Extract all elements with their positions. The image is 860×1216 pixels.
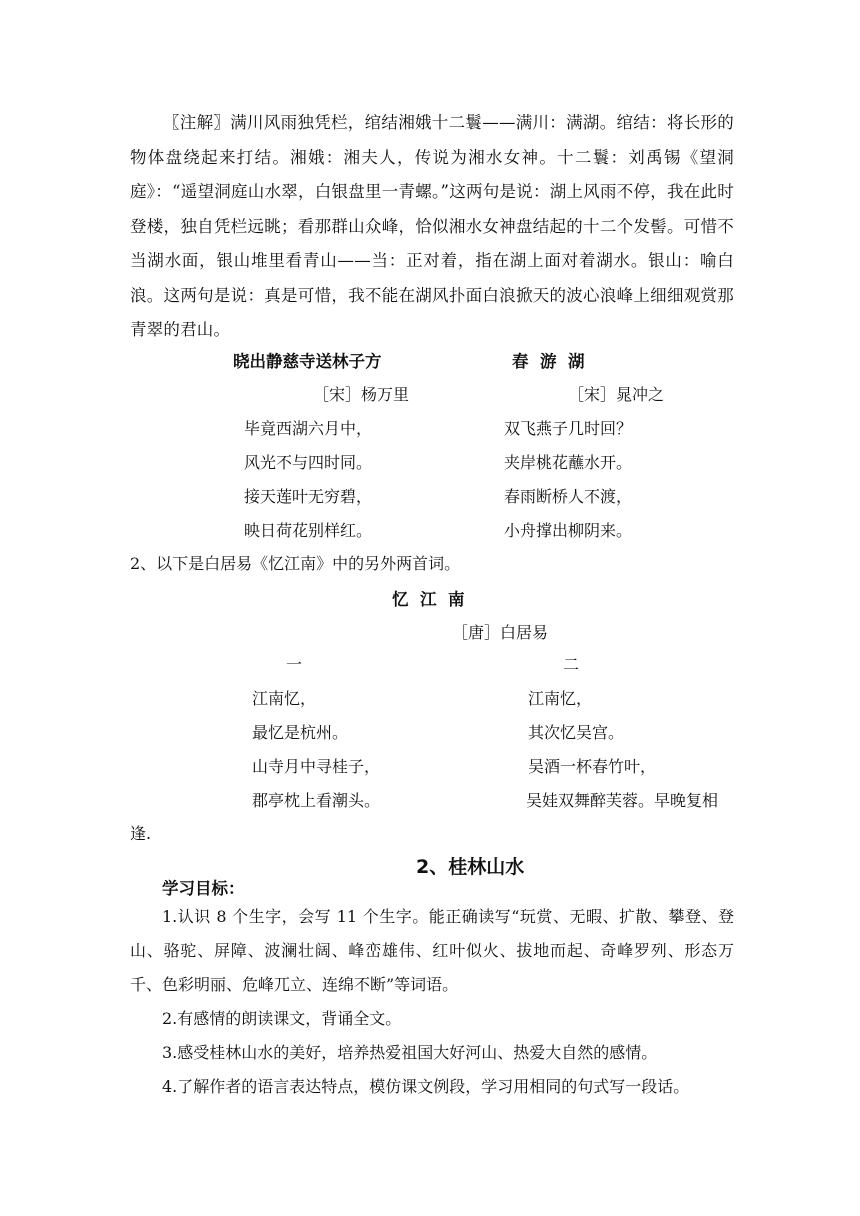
- part-one-line: 郡亭枕上看潮头。: [252, 791, 381, 810]
- part-two-line: 吴娃双舞醉芙蓉。早晚复相: [526, 791, 719, 810]
- section-intro: 2、以下是白居易《忆江南》中的另外两首词。: [130, 554, 461, 573]
- part-two-line: 江南忆，: [528, 689, 593, 708]
- annotation-paragraph: [130, 106, 734, 348]
- poem-left-line: 映日荷花别样红。: [244, 521, 373, 540]
- goal-item: 1.认识 8 个生字，会写 11 个生字。能正确读写“玩赏、无暇、扩散、攀登、登山、骆驼、屏障、波澜壮阔、峰峦雄伟、红叶似火、拔地而起、奇峰罗列、形态万千、色彩明丽、危峰兀立、连绵不断”等词语。: [130, 907, 734, 994]
- goals-list: [130, 900, 734, 1104]
- poem-left-line: 风光不与四时同。: [244, 453, 373, 472]
- part-two-number: 二: [563, 655, 580, 674]
- poem-right-title: 春 游 湖: [512, 352, 585, 371]
- goals-label: 学习目标：: [162, 879, 245, 898]
- poem-right-author: ［宋］晁冲之: [568, 385, 665, 404]
- annotation-text: 〖注解〗满川风雨独凭栏，绾结湘娥十二鬟——满川：满湖。绾结：将长形的物体盘绕起来打结。湘娥：湘夫人，传说为湘水女神。十二鬟：刘禹锡《望洞庭》：“遥望洞庭山水翠，白银盘里一青螺。”这两句是说：湖上风雨不停，我在此时登楼，独自凭栏远眺；看那群山众峰，恰似湘水女神盘结起的十二个发髻。可惜不当湖水面，银山堆里看青山——当：正对着，指在湖上面对着湖水。银山：喻白浪。这两句是说：真是可惜，我不能在湖风扑面白浪掀天的波心浪峰上细细观赏那青翠的君山。: [130, 113, 734, 339]
- yijiangnan-title: 忆 江 南: [392, 590, 465, 609]
- poem-left-line: 接天莲叶无穷碧，: [244, 487, 373, 506]
- poem-left-title: 晓出静慈寺送林子方: [233, 352, 382, 371]
- goal-item: 3.感受桂林山水的美好，培养热爱祖国大好河山、热爱大自然的感情。: [162, 1043, 658, 1062]
- poem-left-author: ［宋］杨万里: [313, 385, 410, 404]
- part-one-line: 江南忆，: [252, 689, 317, 708]
- poem-right-line: 夹岸桃花蘸水开。: [504, 453, 633, 472]
- part-one-line: 最忆是杭州。: [252, 723, 349, 742]
- part-two-line: 吴酒一杯春竹叶，: [528, 757, 657, 776]
- goal-item: 4.了解作者的语言表达特点，模仿课文例段，学习用相同的句式写一段话。: [162, 1077, 690, 1096]
- poem-left-line: 毕竟西湖六月中，: [244, 419, 373, 438]
- part-one-line: 山寺月中寻桂子，: [252, 757, 381, 776]
- poem-right-line: 小舟撑出柳阴来。: [504, 521, 633, 540]
- goal-item: 2.有感情的朗读课文，背诵全文。: [162, 1009, 402, 1028]
- continuation-text: 逢.: [130, 824, 152, 843]
- poem-right-line: 春雨断桥人不渡，: [504, 487, 633, 506]
- part-two-line: 其次忆吴宫。: [528, 723, 625, 742]
- part-one-number: 一: [286, 655, 303, 674]
- yijiangnan-author: ［唐］白居易: [452, 623, 549, 642]
- poem-right-line: 双飞燕子几时回？: [504, 419, 633, 438]
- lesson-title: 2、桂林山水: [416, 856, 525, 878]
